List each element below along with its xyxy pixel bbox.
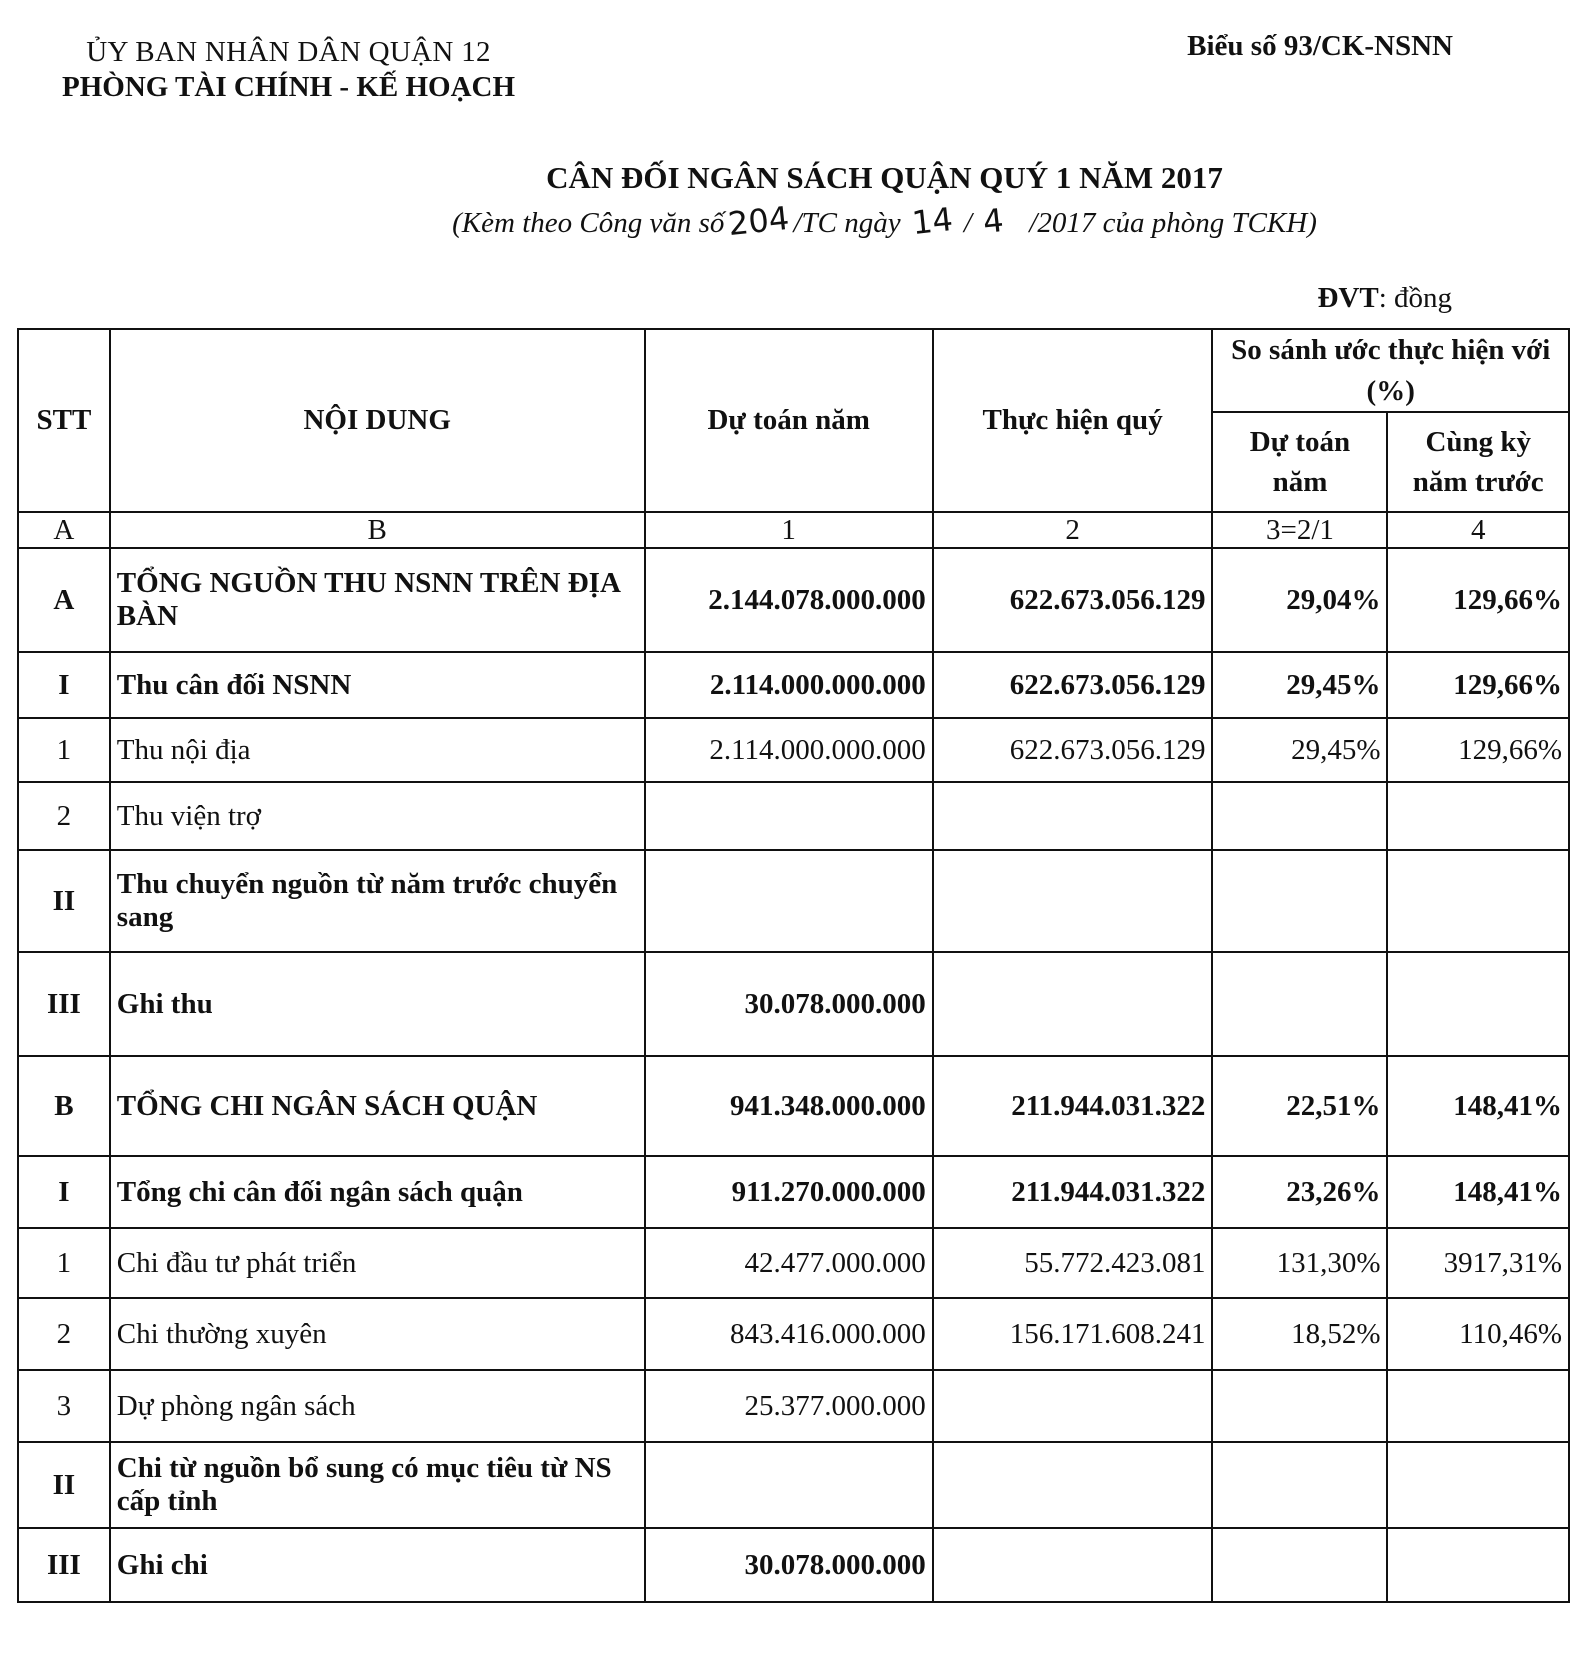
table-row	[18, 850, 1569, 952]
issuing-agency-block	[62, 36, 515, 104]
row-content: Thu chuyển nguồn từ năm trước chuyển sang	[110, 850, 645, 952]
table-row	[18, 1298, 1569, 1370]
row-estimate: 30.078.000.000	[645, 1528, 933, 1602]
column-index: 3=2/1	[1212, 512, 1387, 548]
budget-balance-table	[17, 328, 1570, 1603]
row-actual: 55.772.423.081	[933, 1228, 1213, 1298]
row-actual: 622.673.056.129	[933, 548, 1213, 652]
agency-name: ỦY BAN NHÂN DÂN QUẬN 12	[86, 36, 491, 68]
table-row	[18, 1156, 1569, 1228]
row-stt: A	[18, 548, 110, 652]
row-stt: 3	[18, 1370, 110, 1442]
row-estimate: 30.078.000.000	[645, 952, 933, 1056]
table-row	[18, 1528, 1569, 1602]
table-row	[18, 1370, 1569, 1442]
row-pct-last-year: 148,41%	[1387, 1156, 1569, 1228]
row-actual: 622.673.056.129	[933, 652, 1213, 718]
row-pct-estimate: 29,45%	[1212, 718, 1387, 782]
column-index: A	[18, 512, 110, 548]
row-actual	[933, 952, 1213, 1056]
row-content: TỔNG NGUỒN THU NSNN TRÊN ĐỊA BÀN	[110, 548, 645, 652]
row-actual: 211.944.031.322	[933, 1156, 1213, 1228]
row-pct-last-year	[1387, 1442, 1569, 1528]
unit-label	[1317, 282, 1452, 315]
row-pct-last-year	[1387, 1528, 1569, 1602]
row-pct-last-year: 3917,31%	[1387, 1228, 1569, 1298]
unit-label-value: : đồng	[1378, 282, 1452, 314]
row-estimate	[645, 1442, 933, 1528]
row-content: Thu nội địa	[110, 718, 645, 782]
column-index-row	[18, 512, 1569, 548]
handwritten-month: 4	[981, 201, 1006, 241]
row-pct-estimate	[1212, 1528, 1387, 1602]
column-index: B	[110, 512, 645, 548]
row-pct-last-year: 110,46%	[1387, 1298, 1569, 1370]
row-stt: III	[18, 1528, 110, 1602]
row-stt: I	[18, 1156, 110, 1228]
row-stt: 1	[18, 718, 110, 782]
row-stt: II	[18, 850, 110, 952]
unit-label-key: ĐVT	[1317, 282, 1379, 314]
row-stt: II	[18, 1442, 110, 1528]
row-content: Chi đầu tư phát triển	[110, 1228, 645, 1298]
row-content: TỔNG CHI NGÂN SÁCH QUẬN	[110, 1056, 645, 1156]
document-title: CÂN ĐỐI NGÂN SÁCH QUẬN QUÝ 1 NĂM 2017	[546, 160, 1223, 195]
row-stt: 2	[18, 782, 110, 850]
header-compare: So sánh ước thực hiện với (%)	[1212, 329, 1569, 412]
row-pct-last-year: 129,66%	[1387, 548, 1569, 652]
row-estimate: 2.114.000.000.000	[645, 718, 933, 782]
row-pct-estimate	[1212, 1442, 1387, 1528]
subtitle-suffix: /2017 của phòng TCKH)	[1029, 207, 1317, 239]
table-row	[18, 718, 1569, 782]
row-stt: 1	[18, 1228, 110, 1298]
header-vs-last-year: Cùng kỳ năm trước	[1387, 412, 1569, 512]
row-content: Tổng chi cân đối ngân sách quận	[110, 1156, 645, 1228]
row-content: Thu viện trợ	[110, 782, 645, 850]
row-pct-estimate: 29,45%	[1212, 652, 1387, 718]
header-estimate: Dự toán năm	[645, 329, 933, 512]
row-estimate	[645, 782, 933, 850]
row-actual: 622.673.056.129	[933, 718, 1213, 782]
table-row	[18, 548, 1569, 652]
row-estimate: 42.477.000.000	[645, 1228, 933, 1298]
table-row	[18, 1056, 1569, 1156]
column-index: 2	[933, 512, 1213, 548]
document-subtitle	[0, 198, 1589, 244]
form-number: Biểu số 93/CK-NSNN	[1187, 30, 1453, 62]
row-estimate: 941.348.000.000	[645, 1056, 933, 1156]
row-pct-last-year	[1387, 952, 1569, 1056]
row-pct-last-year: 129,66%	[1387, 652, 1569, 718]
row-stt: I	[18, 652, 110, 718]
row-stt: B	[18, 1056, 110, 1156]
row-pct-estimate: 23,26%	[1212, 1156, 1387, 1228]
row-actual	[933, 1528, 1213, 1602]
row-pct-estimate	[1212, 952, 1387, 1056]
row-pct-estimate: 131,30%	[1212, 1228, 1387, 1298]
row-actual	[933, 850, 1213, 952]
subtitle-prefix: (Kèm theo Công văn số	[452, 207, 725, 239]
row-pct-last-year	[1387, 1370, 1569, 1442]
header-vs-estimate: Dự toán năm	[1212, 412, 1387, 512]
row-actual	[933, 1370, 1213, 1442]
row-content: Dự phòng ngân sách	[110, 1370, 645, 1442]
row-estimate: 25.377.000.000	[645, 1370, 933, 1442]
header-actual: Thực hiện quý	[933, 329, 1213, 512]
row-content: Chi thường xuyên	[110, 1298, 645, 1370]
row-pct-estimate: 22,51%	[1212, 1056, 1387, 1156]
table-row	[18, 1228, 1569, 1298]
row-pct-estimate	[1212, 782, 1387, 850]
column-index: 4	[1387, 512, 1569, 548]
subtitle-mid: /TC ngày	[793, 207, 901, 239]
office-name: PHÒNG TÀI CHÍNH - KẾ HOẠCH	[62, 71, 516, 103]
row-stt: 2	[18, 1298, 110, 1370]
row-pct-last-year	[1387, 850, 1569, 952]
row-content: Thu cân đối NSNN	[110, 652, 645, 718]
date-separator: /	[963, 207, 972, 239]
row-estimate: 2.114.000.000.000	[645, 652, 933, 718]
row-pct-last-year	[1387, 782, 1569, 850]
row-pct-estimate	[1212, 850, 1387, 952]
row-pct-estimate: 18,52%	[1212, 1298, 1387, 1370]
row-estimate: 843.416.000.000	[645, 1298, 933, 1370]
handwritten-doc-number: 204	[726, 198, 792, 244]
row-actual: 156.171.608.241	[933, 1298, 1213, 1370]
row-estimate	[645, 850, 933, 952]
header-content: NỘI DUNG	[110, 329, 645, 512]
table-row	[18, 952, 1569, 1056]
column-index: 1	[645, 512, 933, 548]
row-content: Ghi chi	[110, 1528, 645, 1602]
table-row	[18, 652, 1569, 718]
row-actual	[933, 782, 1213, 850]
row-estimate: 2.144.078.000.000	[645, 548, 933, 652]
row-actual	[933, 1442, 1213, 1528]
row-stt: III	[18, 952, 110, 1056]
table-row	[18, 1442, 1569, 1528]
header-stt: STT	[18, 329, 110, 512]
row-pct-last-year: 148,41%	[1387, 1056, 1569, 1156]
row-actual: 211.944.031.322	[933, 1056, 1213, 1156]
row-content: Ghi thu	[110, 952, 645, 1056]
row-pct-last-year: 129,66%	[1387, 718, 1569, 782]
row-pct-estimate	[1212, 1370, 1387, 1442]
row-pct-estimate: 29,04%	[1212, 548, 1387, 652]
document-title-block	[0, 160, 1589, 244]
handwritten-day: 14	[910, 199, 955, 243]
table-row	[18, 782, 1569, 850]
row-estimate: 911.270.000.000	[645, 1156, 933, 1228]
row-content: Chi từ nguồn bổ sung có mục tiêu từ NS cấp tỉnh	[110, 1442, 645, 1528]
